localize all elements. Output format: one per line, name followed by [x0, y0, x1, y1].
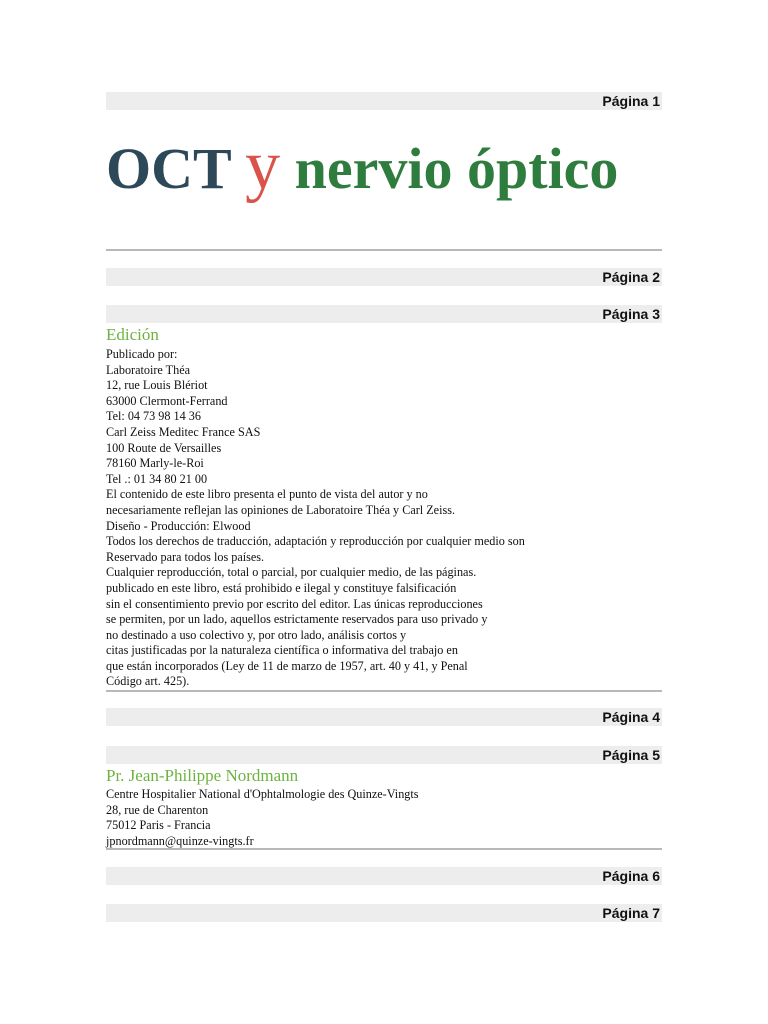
title-part-oct: OCT	[106, 136, 231, 201]
page-divider	[106, 690, 662, 692]
text-line: Laboratoire Théa	[106, 362, 191, 377]
text-line: publicado en este libro, está prohibido e ilegal y constituye falsificación	[106, 580, 457, 595]
title-part-rest: nervio óptico	[294, 136, 619, 201]
text-line: Tel: 04 73 98 14 36	[106, 409, 201, 424]
text-line: 12, rue Louis Blériot	[106, 378, 208, 393]
text-line: 100 Route de Versailles	[106, 440, 222, 455]
document-title	[106, 128, 618, 207]
title-part-y: y	[245, 127, 281, 204]
page-header-5: Página 5	[106, 746, 662, 764]
text-line: citas justificadas por la naturaleza científica o informativa del trabajo en	[106, 643, 458, 658]
text-line: Tel .: 01 34 80 21 00	[106, 471, 208, 486]
author-heading: Pr. Jean-Philippe Nordmann	[106, 766, 299, 785]
text-line: Cualquier reproducción, total o parcial, por cualquier medio, de las páginas.	[106, 565, 477, 580]
page-divider	[106, 249, 662, 251]
text-line: Código art. 425).	[106, 674, 190, 689]
text-line: Centre Hospitalier National d'Ophtalmologie des Quinze-Vingts	[106, 787, 419, 801]
text-line: 78160 Marly-le-Roi	[106, 456, 204, 471]
page-header-4: Página 4	[106, 708, 662, 726]
page-divider	[106, 848, 662, 850]
text-line: 63000 Clermont-Ferrand	[106, 393, 228, 408]
page-header-1: Página 1	[106, 92, 662, 110]
text-line: se permiten, por un lado, aquellos estrictamente reservados para uso privado y	[106, 612, 488, 627]
text-line: 75012 Paris - Francia	[106, 818, 211, 833]
text-line: El contenido de este libro presenta el punto de vista del autor y no	[106, 487, 428, 502]
edicion-heading: Edición	[106, 325, 159, 344]
text-line: no destinado a uso colectivo y, por otro lado, análisis cortos y	[106, 627, 407, 642]
text-line: que están incorporados (Ley de 11 de marzo de 1957, art. 40 y 41, y Penal	[106, 658, 468, 673]
author-email[interactable]: jpnordmann@quinze-vingts.fr	[106, 833, 254, 848]
text-line: Publicado por:	[106, 347, 178, 361]
text-line: necesariamente reflejan las opiniones de Laboratoire Théa y Carl Zeiss.	[106, 502, 456, 517]
page-header-7: Página 7	[106, 904, 662, 922]
page-header-2: Página 2	[106, 268, 662, 286]
author-body	[106, 787, 662, 849]
text-line: 28, rue de Charenton	[106, 802, 209, 817]
text-line: Todos los derechos de traducción, adaptación y reproducción por cualquier medio son	[106, 534, 525, 549]
text-line: Diseño - Producción: Elwood	[106, 518, 251, 533]
edicion-body	[106, 347, 662, 690]
page-header-6: Página 6	[106, 867, 662, 885]
page-header-3: Página 3	[106, 305, 662, 323]
text-line: sin el consentimiento previo por escrito del editor. Las únicas reproducciones	[106, 596, 483, 611]
text-line: Carl Zeiss Meditec France SAS	[106, 424, 261, 439]
text-line: Reservado para todos los países.	[106, 549, 265, 564]
